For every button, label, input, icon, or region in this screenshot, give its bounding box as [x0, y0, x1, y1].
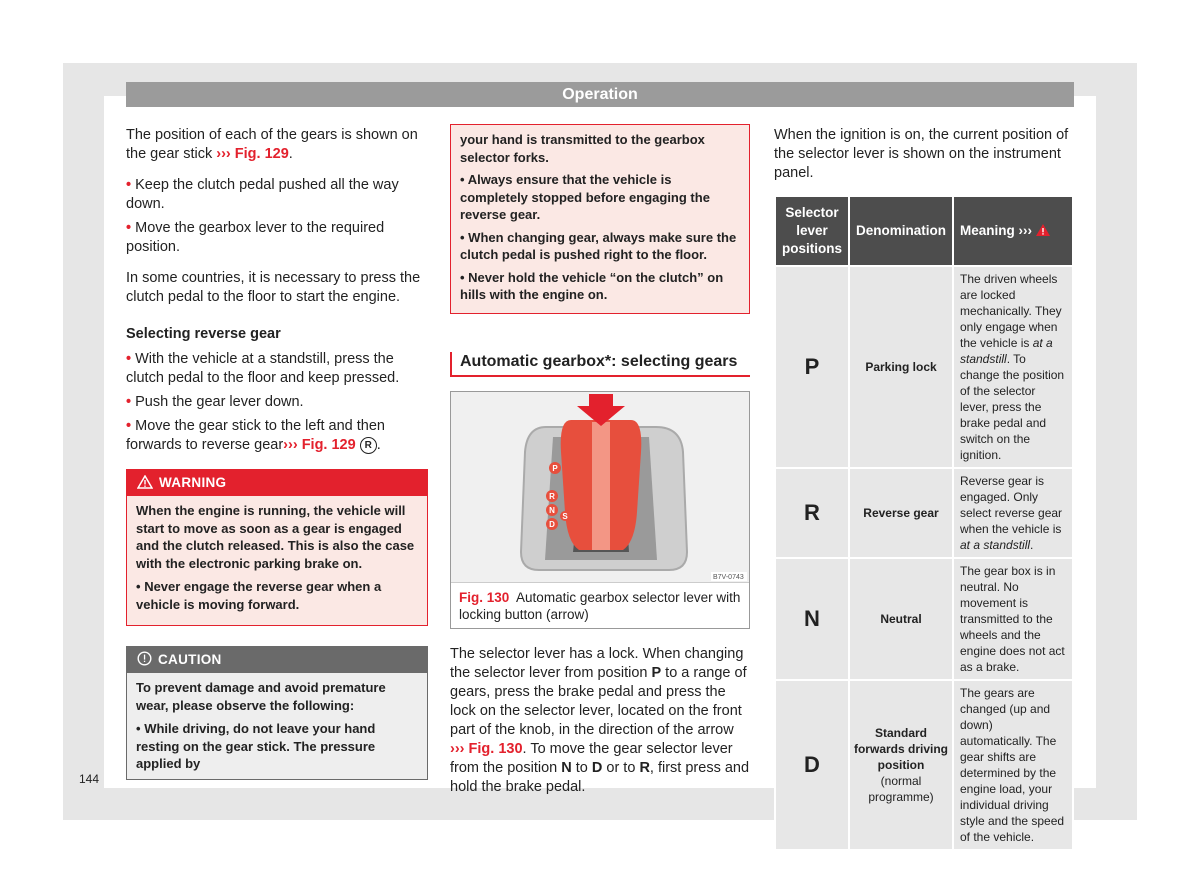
list-item: • Move the gear stick to the left and then forwards to reverse gear››› Fig. 129 R . [126, 418, 385, 453]
caution-continued-box: your hand is transmitted to the gearbox selector forks. • Always ensure that the vehicle is completely stopped before engaging the reverse gear. • When changing gear, always make sure the clutch pedal is pushed right to the floor. • Never hold the vehicle “on the clutch” on hills with the engine on. [450, 124, 750, 314]
table-header: Selector lever positions [775, 196, 849, 266]
warning-header: WARNING [127, 470, 427, 496]
caution-bullet: • Never hold the vehicle “on the clutch” on hills with the engine on. [460, 269, 724, 302]
section-header: Operation [126, 82, 1074, 107]
list-item: • Move the gearbox lever to the required position. [126, 220, 385, 255]
column-left [126, 126, 428, 780]
column-right [774, 126, 1074, 851]
caution-header: CAUTION [127, 647, 427, 673]
gear-letter: S [562, 511, 568, 521]
figure-link[interactable]: Fig. 129 [301, 437, 356, 453]
column-middle [450, 124, 750, 809]
table-header: Meaning ››› [953, 196, 1073, 266]
figure-code: B7V-0743 [713, 573, 744, 581]
intro-paragraph: When the ignition is on, the current position of the selector lever is shown on the instrument panel. [774, 127, 1069, 181]
table-header: Denomination [849, 196, 953, 266]
caution-bullet: • When changing gear, always make sure the clutch pedal is pushed right to the floor. [460, 229, 737, 262]
caution-text: To prevent damage and avoid premature wear, please observe the following: [136, 680, 386, 713]
section-title: Automatic gearbox*: selecting gears [450, 352, 750, 377]
subheading: Selecting reverse gear [126, 326, 281, 342]
caution-bullet: • While driving, do not leave your hand resting on the gear stick. The pressure applied by [136, 721, 376, 771]
gear-letter: R [549, 491, 555, 501]
table-row: N Neutral The gear box is in neutral. No movement is transmitted to the wheels and the engine does not act as a brake. [775, 558, 1073, 680]
info-circle-icon [137, 651, 152, 666]
table-header-row [775, 196, 1073, 266]
warning-bullet: • Never engage the reverse gear when a vehicle is moving forward. [136, 579, 382, 612]
gear-letter: D [549, 519, 555, 529]
table-row: R Reverse gear Reverse gear is engaged. Only select reverse gear when the vehicle is at a standstill. [775, 468, 1073, 558]
list-item: • Keep the clutch pedal pushed all the way down. [126, 177, 399, 212]
warning-triangle-icon [137, 475, 153, 489]
gear-selector-drawing [451, 392, 749, 582]
xref-arrow: ››› [216, 146, 231, 162]
table-row: D Standard forwards driving position (normal programme) The gears are changed (up and down) automatically. The gear shifts are determined by the engine load, your individual driving style and the speed of the vehicle. [775, 680, 1073, 850]
list-item: • Push the gear lever down. [126, 394, 304, 410]
table-row: P Parking lock The driven wheels are locked mechanically. They only engage when the vehicle is at a standstill. To change the position of the selector lever, press the brake pedal and switch on the ignition. [775, 266, 1073, 468]
body-paragraph: The selector lever has a lock. When changing the selector lever from position P to a range of gears, press the brake pedal and press the lock on the selector lever, located on the front part of the knob, in the direction of the arrow ››› Fig. 130. To move the gear selector lever from the position N to D or to R, first press and hold the brake pedal. [450, 645, 750, 795]
warning-text: When the engine is running, the vehicle will start to move as soon as a gear is engaged and the clutch released. This is also the case with the electronic parking brake on. [136, 503, 415, 571]
warning-box [126, 469, 428, 626]
reverse-symbol: R [360, 437, 377, 454]
caution-box [126, 646, 428, 780]
figure-130 [450, 391, 750, 629]
page-number: 144 [79, 772, 100, 786]
figure-link[interactable]: Fig. 130 [468, 740, 523, 757]
selector-positions-table [774, 195, 1074, 851]
warning-triangle-icon [1036, 224, 1050, 236]
intro-paragraph: The position of each of the gears is shown on the gear stick ››› Fig. 129. [126, 127, 418, 162]
gear-letter: N [549, 505, 555, 515]
paragraph: In some countries, it is necessary to press the clutch pedal to the floor to start the engine. [126, 270, 421, 305]
figure-link[interactable]: Fig. 129 [234, 146, 289, 162]
list-item: • With the vehicle at a standstill, press the clutch pedal to the floor and keep pressed. [126, 351, 400, 386]
gear-letter: P [552, 463, 558, 473]
figure-caption: Fig. 130 Automatic gearbox selector lever with locking button (arrow) [459, 589, 741, 622]
gear-selector-illustration [451, 392, 749, 583]
caution-bullet: • Always ensure that the vehicle is completely stopped before engaging the reverse gear. [460, 172, 710, 222]
